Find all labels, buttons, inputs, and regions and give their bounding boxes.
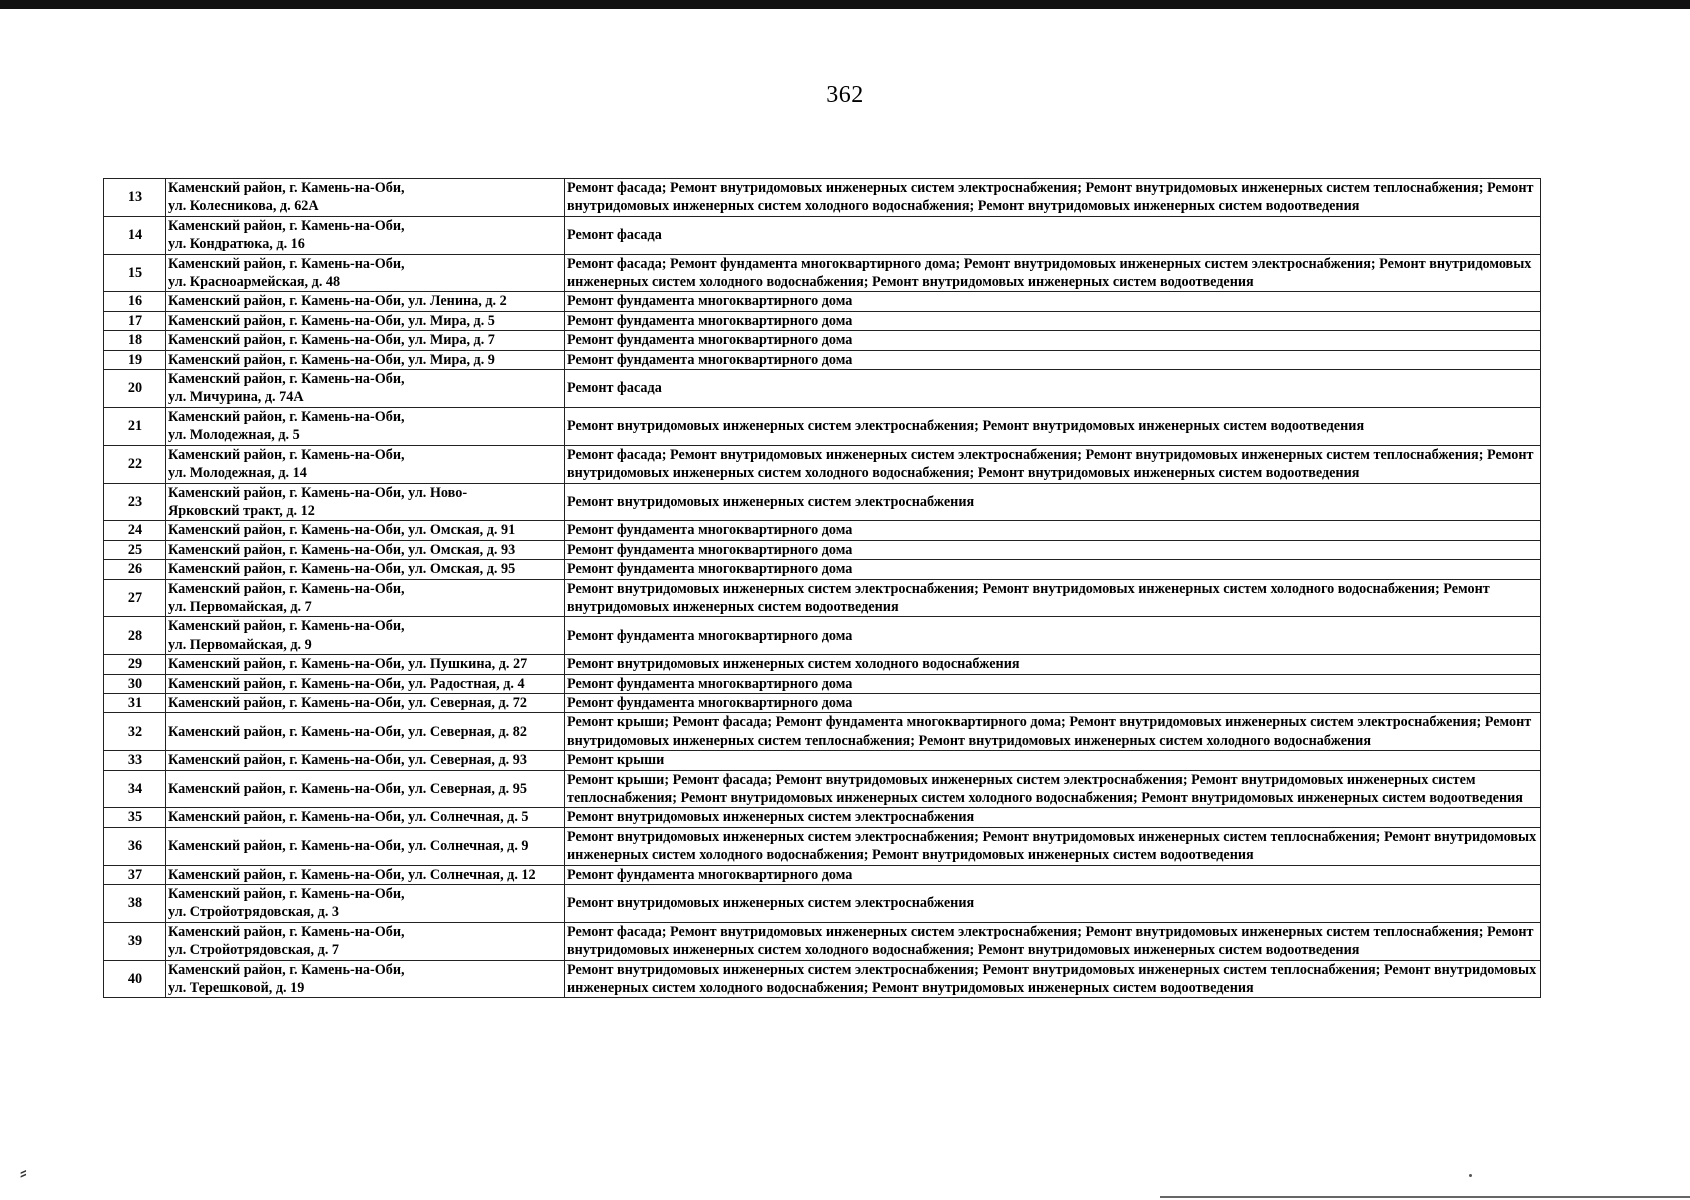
address-line: Каменский район, г. Камень-на-Оби, ул. Омская, д. 95 (168, 561, 516, 578)
works-cell: Ремонт внутридомовых инженерных систем холодного водоснабжения (565, 655, 1541, 674)
works-cell: Ремонт фундамента многоквартирного дома (565, 311, 1541, 330)
address-line: Каменский район, г. Камень-на-Оби, (168, 886, 405, 903)
row-number: 17 (104, 311, 166, 330)
works-cell: Ремонт крыши; Ремонт фасада; Ремонт внутридомовых инженерных систем электроснабжения; Ремонт внутридомовых инженерных систем теплоснабжения; Ремонт внутридомовых инженерных систем холодного водоснабжения; Ремонт внутридомовых инженерных систем водоотведения (565, 770, 1541, 808)
address-line: Ярковский тракт, д. 12 (168, 502, 315, 519)
works-cell: Ремонт внутридомовых инженерных систем электроснабжения (565, 483, 1541, 521)
row-number: 37 (104, 865, 166, 884)
address-cell (166, 770, 565, 808)
table-row (104, 693, 1541, 712)
table-row (104, 350, 1541, 369)
address-line: Каменский район, г. Камень-на-Оби, ул. Мира, д. 7 (168, 332, 495, 349)
address-line: Каменский район, г. Камень-на-Оби, (168, 580, 405, 597)
address-cell (166, 407, 565, 445)
works-cell: Ремонт внутридомовых инженерных систем электроснабжения; Ремонт внутридомовых инженерных систем водоотведения (565, 407, 1541, 445)
address-line: Каменский район, г. Камень-на-Оби, ул. Солнечная, д. 9 (168, 838, 529, 855)
works-cell: Ремонт внутридомовых инженерных систем электроснабжения; Ремонт внутридомовых инженерных систем холодного водоснабжения; Ремонт внутридомовых инженерных систем водоотведения (565, 579, 1541, 617)
table-row (104, 521, 1541, 540)
row-number: 36 (104, 827, 166, 865)
row-number: 18 (104, 331, 166, 350)
works-cell: Ремонт фасада; Ремонт внутридомовых инженерных систем электроснабжения; Ремонт внутридомовых инженерных систем теплоснабжения; Ремонт внутридомовых инженерных систем холодного водоснабжения; Ремонт внутридомовых инженерных систем водоотведения (565, 179, 1541, 217)
works-cell: Ремонт внутридомовых инженерных систем электроснабжения (565, 885, 1541, 923)
address-line: Каменский район, г. Камень-на-Оби, ул. Северная, д. 95 (168, 780, 527, 797)
address-cell (166, 922, 565, 960)
address-line: ул. Красноармейская, д. 48 (168, 274, 341, 291)
table-row (104, 445, 1541, 483)
row-number: 27 (104, 579, 166, 617)
top-border (0, 0, 1690, 9)
table-row (104, 922, 1541, 960)
works-cell: Ремонт внутридомовых инженерных систем электроснабжения (565, 808, 1541, 827)
row-number: 21 (104, 407, 166, 445)
address-line: Каменский район, г. Камень-на-Оби, (168, 408, 405, 425)
works-cell: Ремонт фундамента многоквартирного дома (565, 521, 1541, 540)
row-number: 32 (104, 713, 166, 751)
works-cell: Ремонт внутридомовых инженерных систем электроснабжения; Ремонт внутридомовых инженерных систем теплоснабжения; Ремонт внутридомовых инженерных систем холодного водоснабжения; Ремонт внутридомовых инженерных систем водоотведения (565, 827, 1541, 865)
address-line: Каменский район, г. Камень-на-Оби, ул. Северная, д. 72 (168, 694, 527, 711)
table-row (104, 370, 1541, 408)
row-number: 24 (104, 521, 166, 540)
address-line: Каменский район, г. Камень-на-Оби, ул. Мира, д. 5 (168, 312, 495, 329)
address-line: Каменский район, г. Камень-на-Оби, ул. Северная, д. 82 (168, 723, 527, 740)
address-line: Каменский район, г. Камень-на-Оби, ул. Мира, д. 9 (168, 351, 495, 368)
address-line: Каменский район, г. Камень-на-Оби, (168, 180, 405, 196)
table-row (104, 960, 1541, 998)
address-cell (166, 254, 565, 292)
address-cell (166, 216, 565, 254)
works-cell: Ремонт фундамента многоквартирного дома (565, 617, 1541, 655)
row-number: 34 (104, 770, 166, 808)
works-cell: Ремонт фасада; Ремонт внутридомовых инженерных систем электроснабжения; Ремонт внутридомовых инженерных систем теплоснабжения; Ремонт внутридомовых инженерных систем холодного водоснабжения; Ремонт внутридомовых инженерных систем водоотведения (565, 922, 1541, 960)
table-row (104, 179, 1541, 217)
address-line: ул. Стройотрядовская, д. 7 (168, 942, 340, 959)
row-number: 30 (104, 674, 166, 693)
address-line: Каменский район, г. Камень-на-Оби, ул. Пушкина, д. 27 (168, 656, 528, 673)
row-number: 22 (104, 445, 166, 483)
address-line: ул. Колесникова, д. 62А (168, 198, 319, 215)
address-cell (166, 885, 565, 923)
page-number: 362 (826, 82, 864, 108)
row-number: 39 (104, 922, 166, 960)
address-line: Каменский район, г. Камень-на-Оби, ул. Северная, д. 93 (168, 752, 527, 769)
address-cell (166, 311, 565, 330)
address-line: Каменский район, г. Камень-на-Оби, ул. Омская, д. 93 (168, 541, 516, 558)
address-cell (166, 808, 565, 827)
address-line: ул. Кондратюка, д. 16 (168, 236, 305, 253)
table-row (104, 560, 1541, 579)
address-cell (166, 350, 565, 369)
address-line: Каменский район, г. Камень-на-Оби, (168, 923, 405, 940)
address-cell (166, 540, 565, 559)
address-cell (166, 960, 565, 998)
row-number: 28 (104, 617, 166, 655)
works-cell: Ремонт фундамента многоквартирного дома (565, 331, 1541, 350)
address-line: ул. Мичурина, д. 74А (168, 389, 304, 406)
address-cell (166, 483, 565, 521)
address-cell (166, 827, 565, 865)
table-row (104, 827, 1541, 865)
table-row (104, 617, 1541, 655)
address-line: Каменский район, г. Камень-на-Оби, (168, 446, 405, 463)
table-row (104, 331, 1541, 350)
address-cell (166, 693, 565, 712)
address-cell (166, 617, 565, 655)
works-cell: Ремонт фасада (565, 216, 1541, 254)
bottom-border (1160, 1196, 1690, 1198)
table-row (104, 865, 1541, 884)
scan-dot (1469, 1174, 1472, 1177)
table-row (104, 311, 1541, 330)
table-row (104, 770, 1541, 808)
scan-mark: ⸗ (20, 1160, 27, 1184)
address-cell (166, 179, 565, 217)
address-line: Каменский район, г. Камень-на-Оби, (168, 255, 405, 272)
address-cell (166, 370, 565, 408)
table-row (104, 216, 1541, 254)
works-cell: Ремонт фасада (565, 370, 1541, 408)
address-line: Каменский район, г. Камень-на-Оби, ул. Ленина, д. 2 (168, 293, 507, 310)
repair-works-table (103, 178, 1541, 998)
table-row (104, 808, 1541, 827)
address-line: Каменский район, г. Камень-на-Оби, (168, 371, 405, 388)
table-row (104, 713, 1541, 751)
works-cell: Ремонт крыши (565, 751, 1541, 770)
works-cell: Ремонт фундамента многоквартирного дома (565, 693, 1541, 712)
table-row (104, 674, 1541, 693)
works-cell: Ремонт фасада; Ремонт внутридомовых инженерных систем электроснабжения; Ремонт внутридомовых инженерных систем теплоснабжения; Ремонт внутридомовых инженерных систем холодного водоснабжения; Ремонт внутридомовых инженерных систем водоотведения (565, 445, 1541, 483)
row-number: 38 (104, 885, 166, 923)
table-row (104, 540, 1541, 559)
row-number: 35 (104, 808, 166, 827)
address-line: Каменский район, г. Камень-на-Оби, ул. Солнечная, д. 12 (168, 866, 536, 883)
table-row (104, 254, 1541, 292)
row-number: 16 (104, 292, 166, 311)
works-cell: Ремонт крыши; Ремонт фасада; Ремонт фундамента многоквартирного дома; Ремонт внутридомовых инженерных систем электроснабжения; Ремонт внутридомовых инженерных систем теплоснабжения; Ремонт внутридомовых инженерных систем холодного водоснабжения (565, 713, 1541, 751)
row-number: 19 (104, 350, 166, 369)
address-line: ул. Стройотрядовская, д. 3 (168, 904, 340, 921)
address-cell (166, 292, 565, 311)
table-row (104, 885, 1541, 923)
table-row (104, 655, 1541, 674)
works-cell: Ремонт фасада; Ремонт фундамента многоквартирного дома; Ремонт внутридомовых инженерных систем электроснабжения; Ремонт внутридомовых инженерных систем холодного водоснабжения; Ремонт внутридомовых инженерных систем водоотведения (565, 254, 1541, 292)
row-number: 33 (104, 751, 166, 770)
address-line: Каменский район, г. Камень-на-Оби, (168, 618, 405, 635)
works-cell: Ремонт фундамента многоквартирного дома (565, 560, 1541, 579)
row-number: 29 (104, 655, 166, 674)
table-body (104, 179, 1541, 998)
table-row (104, 292, 1541, 311)
address-line: Каменский район, г. Камень-на-Оби, ул. Солнечная, д. 5 (168, 809, 529, 826)
works-cell: Ремонт фундамента многоквартирного дома (565, 292, 1541, 311)
row-number: 23 (104, 483, 166, 521)
address-cell (166, 751, 565, 770)
address-cell (166, 579, 565, 617)
address-line: ул. Терешковой, д. 19 (168, 980, 305, 997)
address-cell (166, 445, 565, 483)
address-line: Каменский район, г. Камень-на-Оби, ул. Ново- (168, 484, 468, 501)
address-cell (166, 331, 565, 350)
address-line: ул. Молодежная, д. 5 (168, 427, 300, 444)
address-line: Каменский район, г. Камень-на-Оби, ул. Омская, д. 91 (168, 522, 516, 539)
address-cell (166, 655, 565, 674)
row-number: 14 (104, 216, 166, 254)
address-cell (166, 865, 565, 884)
row-number: 25 (104, 540, 166, 559)
address-line: Каменский район, г. Камень-на-Оби, ул. Радостная, д. 4 (168, 675, 525, 692)
works-cell: Ремонт фундамента многоквартирного дома (565, 350, 1541, 369)
works-cell: Ремонт фундамента многоквартирного дома (565, 540, 1541, 559)
address-line: Каменский район, г. Камень-на-Оби, (168, 217, 405, 234)
works-cell: Ремонт фундамента многоквартирного дома (565, 865, 1541, 884)
table-row (104, 407, 1541, 445)
address-line: ул. Первомайская, д. 7 (168, 598, 312, 615)
address-cell (166, 560, 565, 579)
address-line: ул. Молодежная, д. 14 (168, 465, 307, 482)
row-number: 31 (104, 693, 166, 712)
row-number: 20 (104, 370, 166, 408)
table-row (104, 579, 1541, 617)
address-line: Каменский район, г. Камень-на-Оби, (168, 961, 405, 978)
address-cell (166, 713, 565, 751)
works-cell: Ремонт фундамента многоквартирного дома (565, 674, 1541, 693)
row-number: 40 (104, 960, 166, 998)
address-cell (166, 521, 565, 540)
table-row (104, 751, 1541, 770)
address-line: ул. Первомайская, д. 9 (168, 636, 312, 653)
table-row (104, 483, 1541, 521)
works-cell: Ремонт внутридомовых инженерных систем электроснабжения; Ремонт внутридомовых инженерных систем теплоснабжения; Ремонт внутридомовых инженерных систем холодного водоснабжения; Ремонт внутридомовых инженерных систем водоотведения (565, 960, 1541, 998)
row-number: 26 (104, 560, 166, 579)
address-cell (166, 674, 565, 693)
row-number: 13 (104, 179, 166, 217)
row-number: 15 (104, 254, 166, 292)
